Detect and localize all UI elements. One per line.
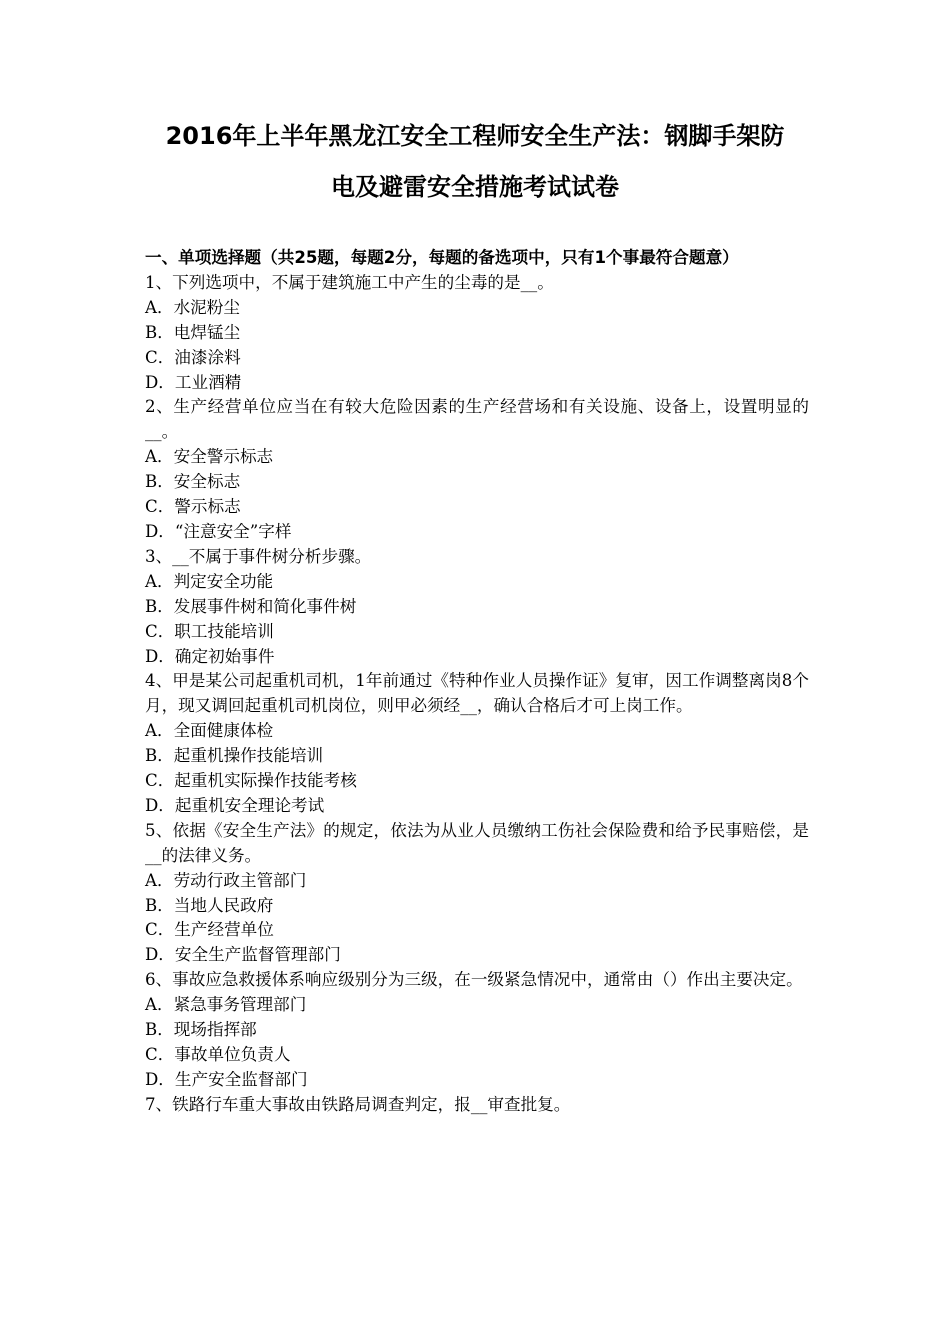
question-2 bbox=[145, 395, 809, 544]
question-5 bbox=[145, 819, 809, 968]
question-stem: 2、生产经营单位应当在有较大危险因素的生产经营场和有关设施、设备上，设置明显的__。 bbox=[145, 397, 809, 442]
document-body bbox=[145, 246, 809, 1118]
option-d: D．安全生产监督管理部门 bbox=[145, 945, 341, 965]
option-d: D．生产安全监督部门 bbox=[145, 1069, 308, 1089]
document-title-line-1: 2016年上半年黑龙江安全工程师安全生产法：钢脚手架防 bbox=[165, 122, 785, 150]
question-stem: 7、铁路行车重大事故由铁路局调查判定，报__审查批复。 bbox=[145, 1094, 571, 1114]
option-c: C．职工技能培训 bbox=[145, 621, 274, 641]
question-1 bbox=[145, 271, 809, 396]
option-b: B．起重机操作技能培训 bbox=[145, 746, 324, 766]
option-a: A．紧急事务管理部门 bbox=[145, 995, 307, 1015]
question-4 bbox=[145, 669, 809, 818]
document-title-line-2: 电及避雷安全措施考试试卷 bbox=[331, 173, 619, 201]
option-d: D．确定初始事件 bbox=[145, 646, 275, 666]
question-6 bbox=[145, 968, 809, 1093]
question-stem: 1、下列选项中，不属于建筑施工中产生的尘毒的是__。 bbox=[145, 272, 554, 292]
option-c: C．事故单位负责人 bbox=[145, 1045, 291, 1064]
option-b: B．发展事件树和简化事件树 bbox=[145, 596, 357, 616]
option-d: D．工业酒精 bbox=[145, 372, 242, 392]
option-b: B．现场指挥部 bbox=[145, 1020, 257, 1040]
question-stem: 4、甲是某公司起重机司机，1年前通过《特种作业人员操作证》复审，因工作调整离岗8个月，现又调回起重机司机岗位，则甲必须经__，确认合格后才可上岗工作。 bbox=[145, 671, 809, 716]
question-stem: 3、__不属于事件树分析步骤。 bbox=[145, 546, 372, 566]
option-d: D．“注意安全”字样 bbox=[145, 521, 292, 541]
option-a: A．劳动行政主管部门 bbox=[145, 870, 307, 890]
question-3 bbox=[145, 545, 809, 670]
option-b: B．电焊锰尘 bbox=[145, 322, 241, 342]
option-c: C．警示标志 bbox=[145, 497, 241, 517]
option-c: C．起重机实际操作技能考核 bbox=[145, 771, 357, 791]
question-7 bbox=[145, 1093, 809, 1118]
option-b: B．安全标志 bbox=[145, 472, 241, 492]
question-stem: 5、依据《安全生产法》的规定，依法为从业人员缴纳工伤社会保险费和给予民事赔偿，是__的法律义务。 bbox=[145, 820, 809, 865]
option-b: B．当地人民政府 bbox=[145, 895, 274, 915]
option-a: A．水泥粉尘 bbox=[145, 297, 240, 317]
section-heading: 一、单项选择题（共25题，每题2分，每题的备选项中，只有1个事最符合题意） bbox=[145, 248, 739, 267]
option-c: C．油漆涂料 bbox=[145, 347, 241, 367]
option-d: D．起重机安全理论考试 bbox=[145, 795, 325, 815]
option-c: C．生产经营单位 bbox=[145, 920, 274, 940]
question-stem: 6、事故应急救援体系响应级别分为三级，在一级紧急情况中，通常由（）作出主要决定。 bbox=[145, 970, 803, 990]
option-a: A．判定安全功能 bbox=[145, 571, 274, 591]
option-a: A．安全警示标志 bbox=[145, 447, 274, 467]
option-a: A．全面健康体检 bbox=[145, 721, 274, 741]
